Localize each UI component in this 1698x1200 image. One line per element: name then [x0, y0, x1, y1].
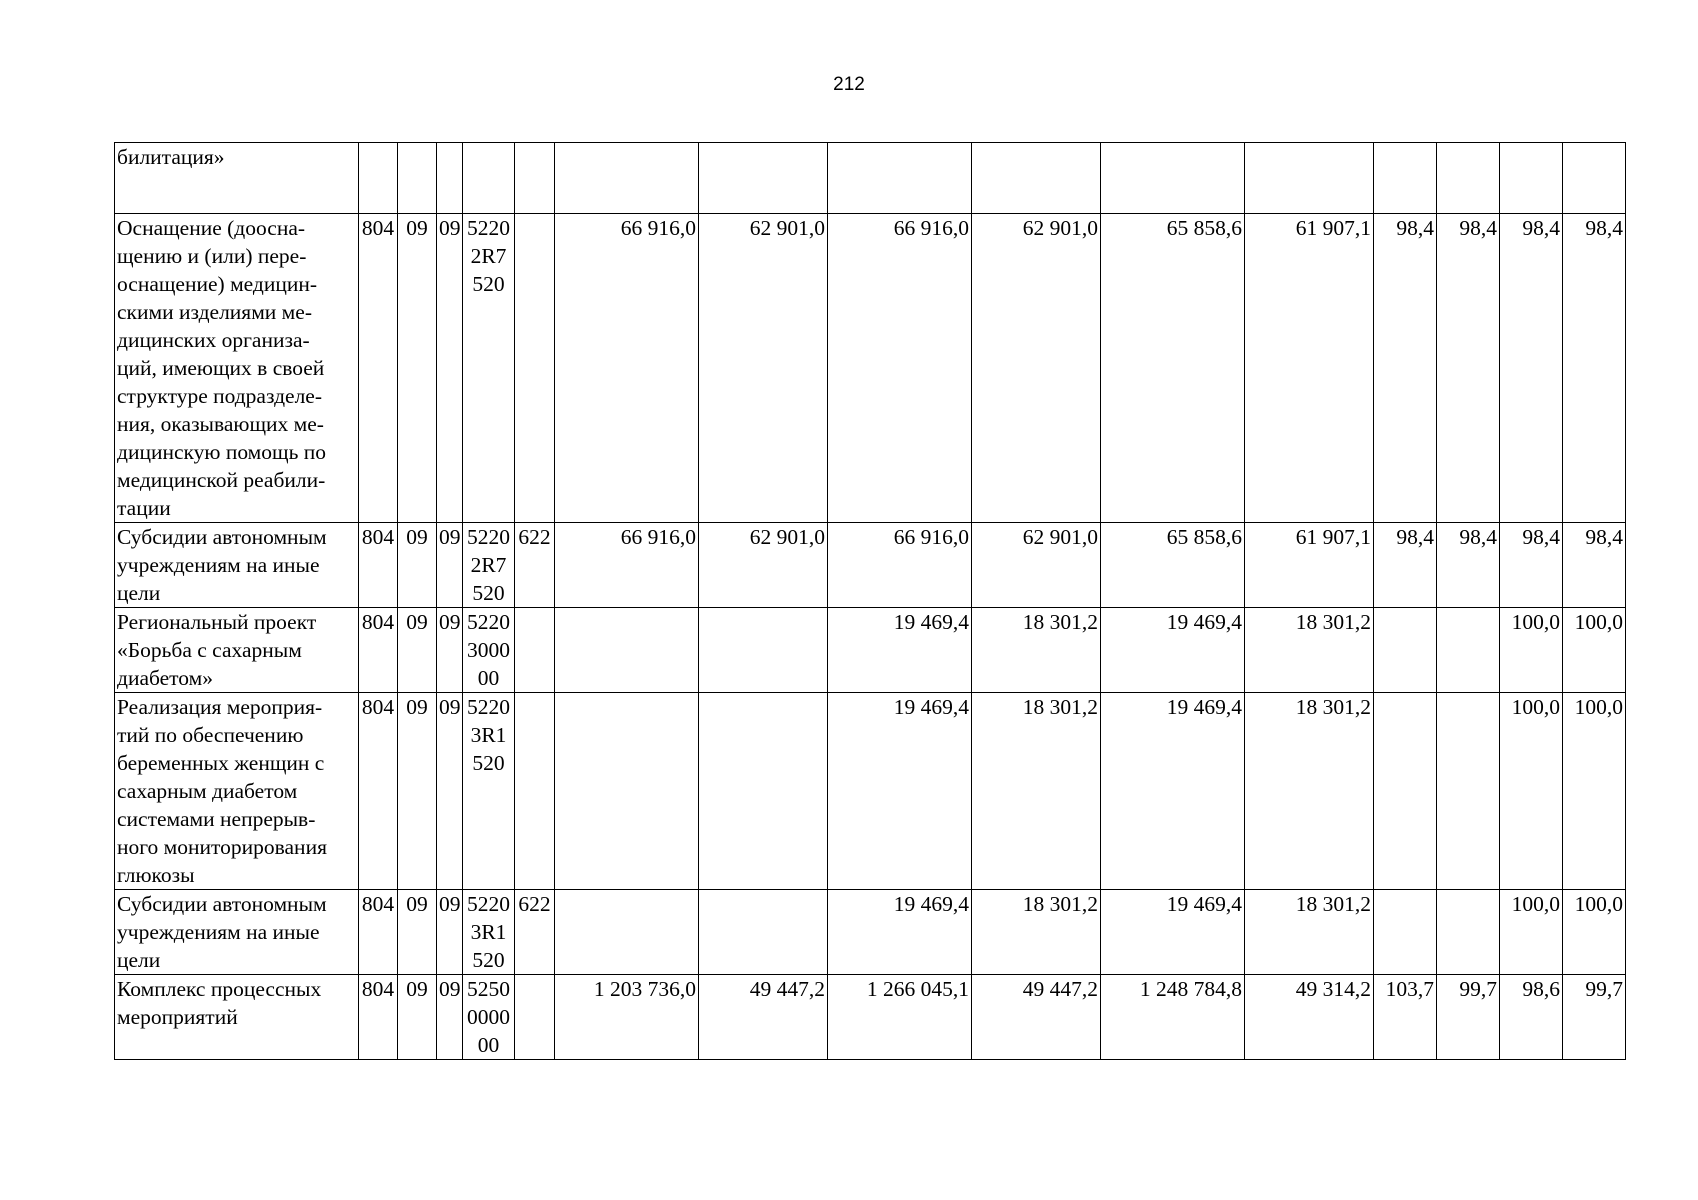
value-cell: 98,4: [1500, 214, 1563, 523]
subsection-code-cell: 09: [437, 608, 463, 693]
ministry-code-cell: 804: [359, 693, 398, 890]
target-article-cell: [463, 143, 515, 214]
value-cell: 1 248 784,8: [1101, 975, 1245, 1060]
ministry-code-cell: 804: [359, 214, 398, 523]
value-cell: 99,7: [1437, 975, 1500, 1060]
value-cell: 19 469,4: [828, 890, 972, 975]
expense-type-cell: [515, 608, 555, 693]
item-name-cell: билитация»: [115, 143, 359, 214]
value-cell: 49 447,2: [972, 975, 1101, 1060]
section-code-cell: 09: [398, 890, 437, 975]
expense-type-cell: 622: [515, 523, 555, 608]
value-cell: [972, 143, 1101, 214]
table-body: [115, 143, 1626, 1060]
value-cell: 61 907,1: [1245, 523, 1374, 608]
item-name-cell: Реализация мероприя- тий по обеспечению беременных женщин с сахарным диабетом системами непрерыв- ного мониторирования глюкозы: [115, 693, 359, 890]
section-code-cell: [398, 143, 437, 214]
value-cell: 103,7: [1374, 975, 1437, 1060]
subsection-code-cell: 09: [437, 975, 463, 1060]
target-article-cell: 5220 2R7 520: [463, 523, 515, 608]
value-cell: 98,4: [1500, 523, 1563, 608]
table-row: [115, 214, 1626, 523]
value-cell: 49 447,2: [699, 975, 828, 1060]
value-cell: [555, 890, 699, 975]
value-cell: 100,0: [1500, 890, 1563, 975]
value-cell: 62 901,0: [972, 214, 1101, 523]
value-cell: [1437, 693, 1500, 890]
value-cell: 66 916,0: [828, 523, 972, 608]
value-cell: 98,4: [1437, 523, 1500, 608]
value-cell: [1374, 693, 1437, 890]
value-cell: 98,4: [1374, 523, 1437, 608]
value-cell: 65 858,6: [1101, 523, 1245, 608]
value-cell: [555, 608, 699, 693]
table-row: [115, 975, 1626, 1060]
value-cell: [699, 890, 828, 975]
expense-type-cell: [515, 143, 555, 214]
table-row: [115, 693, 1626, 890]
value-cell: 19 469,4: [1101, 890, 1245, 975]
value-cell: 98,4: [1374, 214, 1437, 523]
value-cell: 66 916,0: [555, 214, 699, 523]
value-cell: 62 901,0: [699, 214, 828, 523]
value-cell: [1374, 143, 1437, 214]
item-name-cell: Комплекс процессных мероприятий: [115, 975, 359, 1060]
value-cell: 19 469,4: [828, 693, 972, 890]
value-cell: 19 469,4: [1101, 693, 1245, 890]
value-cell: 100,0: [1563, 693, 1626, 890]
value-cell: 18 301,2: [1245, 693, 1374, 890]
expense-type-cell: [515, 693, 555, 890]
ministry-code-cell: 804: [359, 608, 398, 693]
value-cell: [1563, 143, 1626, 214]
target-article-cell: 5220 2R7 520: [463, 214, 515, 523]
value-cell: [1500, 143, 1563, 214]
value-cell: 100,0: [1563, 890, 1626, 975]
target-article-cell: 5220 3R1 520: [463, 890, 515, 975]
subsection-code-cell: 09: [437, 693, 463, 890]
value-cell: 18 301,2: [1245, 608, 1374, 693]
item-name-cell: Субсидии автономным учреждениям на иные цели: [115, 890, 359, 975]
table-row: [115, 523, 1626, 608]
section-code-cell: 09: [398, 608, 437, 693]
value-cell: 62 901,0: [972, 523, 1101, 608]
ministry-code-cell: [359, 143, 398, 214]
expense-type-cell: [515, 975, 555, 1060]
value-cell: [555, 693, 699, 890]
section-code-cell: 09: [398, 693, 437, 890]
expense-type-cell: [515, 214, 555, 523]
target-article-cell: 5220 3R1 520: [463, 693, 515, 890]
value-cell: 98,4: [1437, 214, 1500, 523]
value-cell: 18 301,2: [1245, 890, 1374, 975]
value-cell: [699, 693, 828, 890]
value-cell: 100,0: [1563, 608, 1626, 693]
value-cell: [1374, 890, 1437, 975]
value-cell: [1374, 608, 1437, 693]
value-cell: [699, 608, 828, 693]
value-cell: 99,7: [1563, 975, 1626, 1060]
value-cell: 62 901,0: [699, 523, 828, 608]
section-code-cell: 09: [398, 214, 437, 523]
value-cell: 19 469,4: [1101, 608, 1245, 693]
item-name-cell: Субсидии автономным учреждениям на иные цели: [115, 523, 359, 608]
target-article-cell: 5220 3000 00: [463, 608, 515, 693]
expense-type-cell: 622: [515, 890, 555, 975]
ministry-code-cell: 804: [359, 975, 398, 1060]
target-article-cell: 5250 0000 00: [463, 975, 515, 1060]
section-code-cell: 09: [398, 523, 437, 608]
value-cell: 100,0: [1500, 608, 1563, 693]
subsection-code-cell: [437, 143, 463, 214]
value-cell: [1437, 890, 1500, 975]
item-name-cell: Региональный проект «Борьба с сахарным диабетом»: [115, 608, 359, 693]
value-cell: 1 203 736,0: [555, 975, 699, 1060]
value-cell: [1101, 143, 1245, 214]
value-cell: 98,4: [1563, 214, 1626, 523]
table-row: [115, 608, 1626, 693]
item-name-cell: Оснащение (доосна- щению и (или) пере- оснащение) медицин- скими изделиями ме- дицинских организа- ций, имеющих в своей структуре подразделе- ния, оказывающих ме- дицинскую помощь по медицинской реабили- тации: [115, 214, 359, 523]
value-cell: 98,6: [1500, 975, 1563, 1060]
value-cell: 18 301,2: [972, 890, 1101, 975]
value-cell: [1437, 143, 1500, 214]
value-cell: 18 301,2: [972, 693, 1101, 890]
value-cell: 61 907,1: [1245, 214, 1374, 523]
ministry-code-cell: 804: [359, 523, 398, 608]
section-code-cell: 09: [398, 975, 437, 1060]
page-number: 212: [833, 74, 865, 95]
value-cell: [699, 143, 828, 214]
ministry-code-cell: 804: [359, 890, 398, 975]
value-cell: [1245, 143, 1374, 214]
value-cell: 66 916,0: [828, 214, 972, 523]
value-cell: 49 314,2: [1245, 975, 1374, 1060]
value-cell: 65 858,6: [1101, 214, 1245, 523]
value-cell: 100,0: [1500, 693, 1563, 890]
subsection-code-cell: 09: [437, 214, 463, 523]
value-cell: 18 301,2: [972, 608, 1101, 693]
value-cell: [1437, 608, 1500, 693]
value-cell: [555, 143, 699, 214]
subsection-code-cell: 09: [437, 890, 463, 975]
value-cell: [828, 143, 972, 214]
table-row: [115, 143, 1626, 214]
table-row: [115, 890, 1626, 975]
value-cell: 1 266 045,1: [828, 975, 972, 1060]
subsection-code-cell: 09: [437, 523, 463, 608]
value-cell: 98,4: [1563, 523, 1626, 608]
value-cell: 66 916,0: [555, 523, 699, 608]
value-cell: 19 469,4: [828, 608, 972, 693]
budget-table: [114, 142, 1626, 1060]
